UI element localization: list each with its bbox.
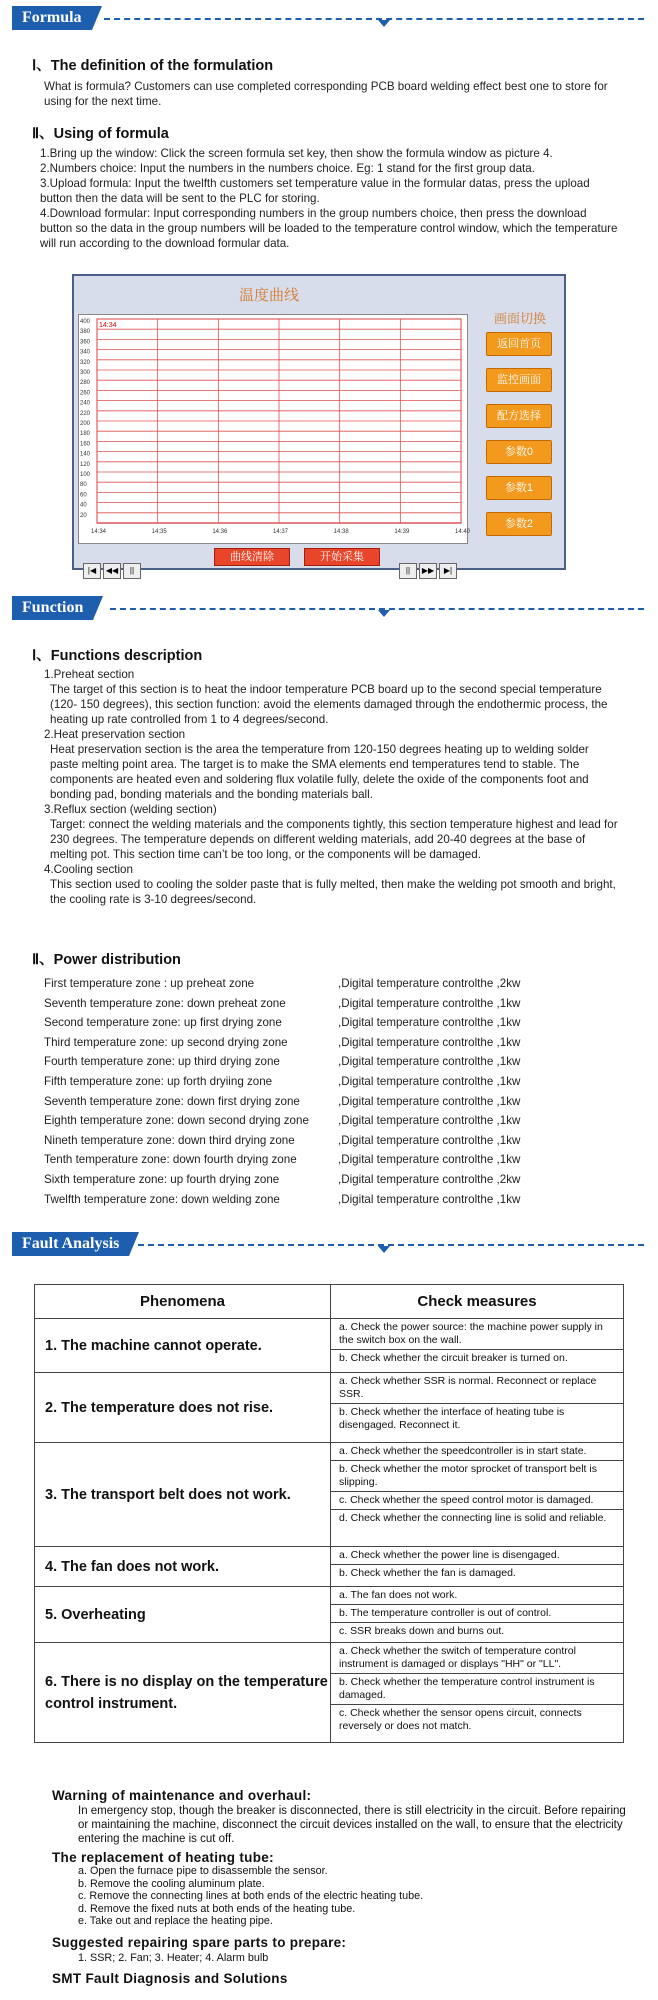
list-item	[44, 1131, 604, 1151]
y-tick-label: 160	[80, 441, 91, 448]
functions-description-heading: Ⅰ、Functions description	[32, 648, 203, 664]
y-tick-label: 300	[80, 370, 91, 376]
list-item	[44, 974, 604, 994]
x-tick-label: 14:35	[151, 529, 167, 535]
list-item-text: Target: connect the welding materials and the components tightly, this section temperature highest and lead for 230 degrees. The temperature depends on different welding materials, add 20-40 degrees at the base of melting pot. This section time can’t be too long, or the components will be damaged.	[50, 818, 618, 861]
temperature-curve-screen	[72, 274, 566, 575]
zone-spec: ,Digital temperature controlthe ,2kw	[338, 1172, 521, 1186]
y-tick-label: 360	[80, 339, 91, 346]
time-label: 14:34	[99, 322, 117, 329]
zone-name: Second temperature zone: up first drying zone	[44, 1016, 282, 1030]
measure-item: b. Check whether the interface of heating tube is disengaged. Reconnect it.	[339, 1406, 565, 1431]
formula-definition-heading: Ⅰ、The definition of the formulation	[32, 58, 274, 74]
measure-item: a. Check whether the speedcontroller is in start state.	[331, 1443, 623, 1461]
clear-curve-button[interactable]: 曲线清除	[214, 548, 290, 566]
list-item-text: This section used to cooling the solder paste that is fully melted, then make the welding pot smooth and bright, the cooling rate is 3-10 degrees/second.	[50, 878, 616, 906]
phenomenon: 2. The temperature does not rise.	[35, 1373, 331, 1443]
list-item	[44, 1150, 604, 1170]
zone-spec: ,Digital temperature controlthe ,1kw	[338, 1016, 521, 1030]
footer-title: SMT Fault Diagnosis and Solutions	[52, 1971, 288, 1986]
warning-text: In emergency stop, though the breaker is disconnected, there is still electricity in the circuit. Before repairing or maintaining the machine, disconnect the circuit devices installed on the wall, to ensure that the electricity entering the machine is cut off.	[78, 1805, 626, 1845]
table-row	[35, 1547, 624, 1587]
x-tick-label: 14:34	[91, 529, 107, 535]
zone-spec: ,Digital temperature controlthe ,1kw	[338, 1055, 521, 1069]
zone-spec: ,Digital temperature controlthe ,1kw	[338, 1153, 521, 1167]
y-tick-label: 80	[80, 482, 87, 489]
measure-item: a. Check the power source: the machine power supply in the switch box on the wall.	[331, 1319, 623, 1350]
measure-item: c. Check whether the sensor opens circuit, connects reversely or does not match.	[339, 1707, 582, 1732]
zone-name: Nineth temperature zone: down third drying zone	[44, 1133, 295, 1147]
chevron-down-icon	[378, 20, 390, 27]
zone-spec: ,Digital temperature controlthe ,2kw	[338, 977, 521, 990]
measure-item: c. Check whether the speed control motor is damaged.	[331, 1492, 623, 1510]
check-measures	[331, 1319, 624, 1373]
plot-grid	[79, 315, 471, 543]
list-item	[44, 1072, 604, 1092]
check-measures	[331, 1643, 624, 1743]
formula-definition-text: What is formula? Customers can use completed corresponding PCB board welding effect best one to store for using for the next time.	[44, 80, 608, 108]
formula-usage-heading: Ⅱ、Using of formula	[32, 126, 169, 142]
table-row	[35, 1443, 624, 1547]
phenomenon: 3. The transport belt does not work.	[35, 1443, 331, 1547]
list-item-heading: 3.Reflux section (welding section)	[44, 803, 217, 816]
chevron-down-icon	[378, 1246, 390, 1253]
zone-name: Eighth temperature zone: down second drying zone	[44, 1114, 309, 1128]
list-item	[44, 994, 604, 1014]
table-row	[35, 1319, 624, 1373]
list-item	[44, 1013, 604, 1033]
measure-item: b. Check whether the circuit breaker is turned on.	[339, 1352, 568, 1364]
start-collect-button[interactable]: 开始采集	[304, 548, 380, 566]
param1-button[interactable]: 参数1	[486, 476, 552, 500]
measure-item: b. The temperature controller is out of control.	[331, 1605, 623, 1623]
list-item	[44, 1170, 604, 1190]
measure-item: c. SSR breaks down and burns out.	[339, 1625, 505, 1637]
list-item: 2.Numbers choice: Input the numbers in the numbers choice. Eg: 1 stand for the first group data.	[40, 162, 535, 175]
divider	[110, 608, 644, 610]
zone-spec: ,Digital temperature controlthe ,1kw	[338, 1133, 521, 1147]
y-tick-label: 400	[80, 319, 91, 325]
list-item: 1.Bring up the window: Click the screen formula set key, then show the formula window as picture 4.	[40, 147, 553, 160]
list-item	[44, 1190, 604, 1210]
y-tick-label: 320	[80, 359, 91, 366]
y-tick-label: 260	[80, 390, 91, 397]
zone-name: Twelfth temperature zone: down welding zone	[44, 1192, 280, 1206]
zone-spec: ,Digital temperature controlthe ,1kw	[338, 1094, 521, 1108]
power-distribution-list	[44, 974, 604, 1209]
divider	[138, 1244, 644, 1246]
zone-name: Fourth temperature zone: up third drying zone	[44, 1055, 280, 1069]
formula-select-button[interactable]: 配方选择	[486, 404, 552, 428]
divider	[104, 18, 644, 20]
formula-usage-list	[40, 146, 620, 251]
table-row	[35, 1587, 624, 1643]
y-tick-label: 280	[80, 380, 91, 387]
zone-name: Third temperature zone: up second drying zone	[44, 1035, 288, 1049]
check-measures	[331, 1373, 624, 1443]
zone-name: Tenth temperature zone: down fourth drying zone	[44, 1153, 297, 1167]
list-item-heading: 2.Heat preservation section	[44, 728, 186, 741]
zone-name: Sixth temperature zone: up fourth drying zone	[44, 1172, 280, 1186]
y-tick-label: 40	[80, 502, 87, 509]
replacement-steps	[78, 1865, 658, 1928]
list-item: 3.Upload formula: Input the twelfth customers set temperature value in the formular datas, press the upload button then the data will be sent to the PLC for storing.	[40, 177, 590, 205]
y-tick-label: 120	[80, 461, 91, 468]
y-tick-label: 100	[80, 472, 91, 478]
zone-name: Seventh temperature zone: down preheat zone	[44, 996, 286, 1010]
column-header-phenomena: Phenomena	[35, 1285, 331, 1319]
list-item-heading: 4.Cooling section	[44, 863, 133, 876]
monitor-button[interactable]: 监控画面	[486, 368, 552, 392]
function-section-header	[12, 596, 644, 622]
param0-button[interactable]: 参数0	[486, 440, 552, 464]
list-item-text: Heat preservation section is the area the temperature from 120-150 degrees heating up to welding solder paste melting point area. The target is to make the SMA elements end temperatures tend to stable. The components are heated even and soldering flux volatile fully, delete the oxide of the components foot and bonding pad, bonding materials and the bonding materials ball.	[50, 743, 589, 801]
x-tick-label: 14:38	[333, 529, 349, 535]
list-item-heading: 1.Preheat section	[44, 668, 135, 681]
x-tick-label: 14:39	[394, 529, 410, 535]
warning-heading: Warning of maintenance and overhaul:	[52, 1788, 312, 1803]
measure-item: d. Check whether the connecting line is solid and reliable.	[339, 1512, 607, 1524]
measure-item: a. Check whether SSR is normal. Reconnect or replace SSR.	[331, 1373, 623, 1404]
y-tick-label: 180	[80, 431, 91, 438]
function-section-title: Function	[12, 596, 93, 620]
table-header-row	[35, 1285, 624, 1319]
y-tick-label: 340	[80, 349, 91, 356]
screen-title: 温度曲线	[238, 287, 299, 304]
zone-spec: ,Digital temperature controlthe ,1kw	[338, 1074, 521, 1088]
phenomenon: 6. There is no display on the temperature control instrument.	[35, 1643, 331, 1743]
rewind-icon[interactable]: ◀◀	[103, 563, 121, 579]
list-item-text: The target of this section is to heat the indoor temperature PCB board up to the second special temperature (120- 150 degrees), this section function: avoid the elements damaged through the endothermic process, the heating up rate controlled from 1 to 4 degrees/second.	[50, 683, 608, 726]
measure-item: a. Check whether the power line is disengaged.	[331, 1547, 623, 1565]
param2-button[interactable]: 参数2	[486, 512, 552, 536]
fault-table	[34, 1284, 624, 1743]
zone-name: Seventh temperature zone: down first drying zone	[44, 1094, 300, 1108]
zone-name: First temperature zone : up preheat zone	[44, 977, 255, 990]
x-tick-label: 14:37	[273, 529, 289, 535]
check-measures	[331, 1443, 624, 1547]
replacement-heading: The replacement of heating tube:	[52, 1850, 274, 1865]
spare-parts-text: 1. SSR; 2. Fan; 3. Heater; 4. Alarm bulb	[78, 1952, 269, 1964]
measure-item: b. Check whether the fan is damaged.	[339, 1567, 516, 1579]
spare-parts-heading: Suggested repairing spare parts to prepare:	[52, 1935, 347, 1950]
measure-item: b. Check whether the motor sprocket of transport belt is slipping.	[331, 1461, 623, 1492]
phenomenon: 1. The machine cannot operate.	[35, 1319, 331, 1373]
table-row	[35, 1373, 624, 1443]
skip-back-icon[interactable]: |◀	[83, 563, 101, 579]
home-button[interactable]: 返回首页	[486, 332, 552, 356]
list-item	[44, 1092, 604, 1112]
screen-switch-title: 画面切换	[493, 311, 546, 326]
zone-spec: ,Digital temperature controlthe ,1kw	[338, 996, 521, 1010]
skip-forward-icon[interactable]: ▶|	[439, 563, 457, 579]
pause-icon[interactable]: ||	[399, 563, 417, 579]
left-playback-controls	[83, 563, 141, 579]
y-tick-label: 380	[80, 329, 91, 336]
x-tick-label: 14:36	[212, 529, 228, 535]
functions-description-list	[44, 667, 620, 907]
pause-icon[interactable]: ||	[123, 563, 141, 579]
phenomenon: 4. The fan does not work.	[35, 1547, 331, 1587]
list-item	[44, 1111, 604, 1131]
formula-section-title: Formula	[12, 6, 92, 30]
list-item: 4.Download formular: Input corresponding numbers in the group numbers choice, then press the download button so the data in the group numbers will be loaded to the temperature control window, which the temperature will run according to the download formular data.	[40, 207, 618, 250]
formula-section-header	[12, 6, 644, 32]
list-item: e. Take out and replace the heating pipe.	[78, 1915, 273, 1928]
fault-section-title: Fault Analysis	[12, 1232, 129, 1256]
list-item	[44, 1033, 604, 1053]
right-playback-controls	[399, 563, 457, 579]
y-tick-label: 220	[80, 410, 91, 417]
zone-spec: ,Digital temperature controlthe ,1kw	[338, 1192, 521, 1206]
table-row	[35, 1643, 624, 1743]
chevron-down-icon	[378, 610, 390, 617]
y-tick-label: 60	[80, 492, 87, 499]
zone-name: Fifth temperature zone: up forth dryiing zone	[44, 1074, 273, 1088]
fast-forward-icon[interactable]: ▶▶	[419, 563, 437, 579]
power-distribution-heading: Ⅱ、Power distribution	[32, 952, 181, 968]
check-measures	[331, 1587, 624, 1643]
y-tick-label: 200	[80, 421, 91, 427]
list-item: c. Remove the connecting lines at both ends of the electric heating tube.	[78, 1890, 424, 1903]
zone-spec: ,Digital temperature controlthe ,1kw	[338, 1035, 521, 1049]
list-item: d. Remove the fixed nuts at both ends of the heating tube.	[78, 1902, 356, 1915]
column-header-measures: Check measures	[331, 1285, 624, 1319]
phenomenon: 5. Overheating	[35, 1587, 331, 1643]
list-item	[44, 1052, 604, 1072]
y-tick-label: 140	[80, 451, 91, 458]
measure-item: b. Check whether the temperature control instrument is damaged.	[331, 1674, 623, 1705]
zone-spec: ,Digital temperature controlthe ,1kw	[338, 1114, 521, 1128]
x-tick-label: 14:40	[455, 529, 471, 535]
measure-item: a. Check whether the switch of temperature control instrument is damaged or displays "HH" or "LL".	[331, 1643, 623, 1674]
list-item: a. Open the furnace pipe to disassemble the sensor.	[78, 1865, 328, 1877]
check-measures	[331, 1547, 624, 1587]
measure-item: a. The fan does not work.	[331, 1587, 623, 1605]
y-tick-label: 20	[80, 512, 87, 519]
y-tick-label: 240	[80, 400, 91, 407]
list-item: b. Remove the cooling aluminum plate.	[78, 1877, 265, 1890]
fault-section-header	[12, 1232, 644, 1258]
